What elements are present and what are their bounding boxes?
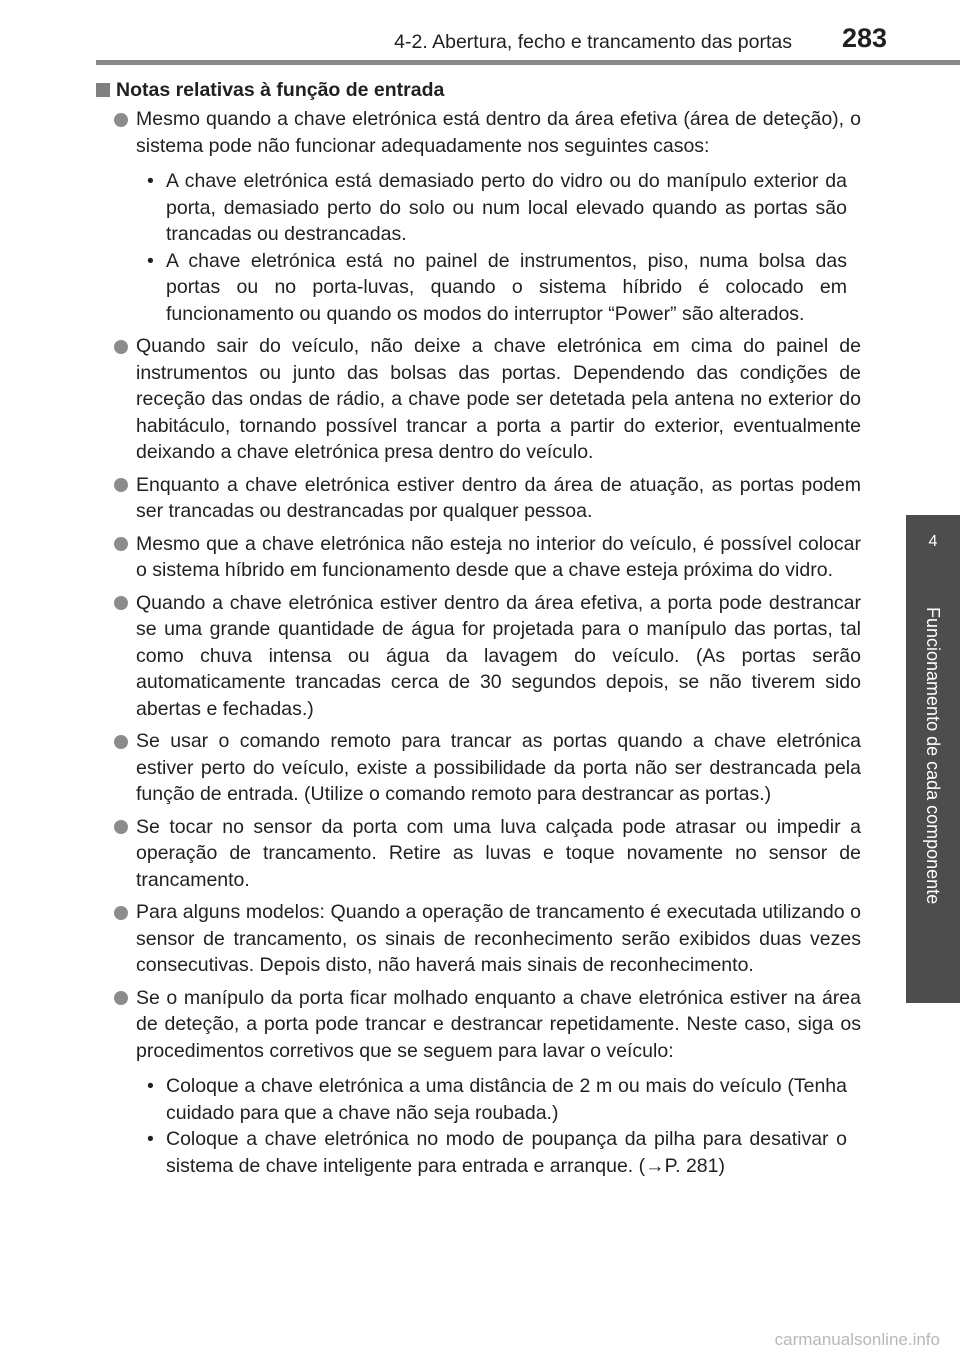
chapter-number: 4: [928, 533, 938, 550]
chapter-title: 4-2. Abertura, fecho e trancamento das portas: [394, 31, 792, 53]
sub-list: [136, 168, 861, 327]
note-item: [96, 531, 861, 584]
note-text: Enquanto a chave eletrónica estiver dentro da área de atuação, as portas podem ser trancadas ou destrancadas por qualquer pessoa.: [136, 473, 861, 522]
sub-item-text: A chave eletrónica está demasiado perto do vidro ou do manípulo exterior da porta, demasiado perto do solo ou num local elevado quando as portas são trancadas ou destrancadas.: [166, 170, 847, 245]
square-bullet-icon: [96, 83, 110, 97]
note-item: [96, 814, 861, 894]
dot-bullet-icon: •: [147, 249, 154, 272]
note-text: Se usar o comando remoto para trancar as portas quando a chave eletrónica estiver perto do veículo, existe a possibilidade da porta não ser destrancada pela função de entrada. (Utilize o comando remoto para destrancar as portas.): [136, 730, 861, 805]
circle-bullet-icon: [114, 735, 128, 749]
note-item: [96, 728, 861, 808]
dot-bullet-icon: •: [147, 170, 154, 192]
circle-bullet-icon: [114, 537, 128, 551]
header-rule: [96, 60, 960, 65]
sub-item: [136, 168, 861, 248]
note-item: [96, 333, 861, 466]
sub-item: [136, 248, 861, 328]
page-content: [96, 76, 861, 1185]
note-item: [96, 985, 861, 1180]
note-item: [96, 106, 861, 327]
note-text: Quando a chave eletrónica estiver dentro da área efetiva, a porta pode destrancar se uma grande quantidade de água for projetada para o manípulo das portas, tal como chuva intensa ou água da lavagem do veículo. (As portas serão automaticamente trancadas cerca de 30 segundos depois, se não tiverem sido abertas e fechadas.): [136, 591, 861, 720]
circle-bullet-icon: [114, 340, 128, 354]
note-text: Para alguns modelos: Quando a operação de trancamento é executada utilizando o sensor de trancamento, os sinais de reconhecimento serão exibidos duas vezes consecutivas. Depois disto, não haverá mais sinais de reconhecimento.: [136, 901, 861, 976]
sub-item-text: Coloque a chave eletrónica a uma distância de 2 m ou mais do veículo (Tenha cuidado para que a chave não seja roubada.): [166, 1075, 847, 1124]
circle-bullet-icon: [114, 820, 128, 834]
note-item: [96, 590, 861, 723]
circle-bullet-icon: [114, 991, 128, 1005]
sub-item: [136, 1073, 861, 1126]
note-text: Mesmo quando a chave eletrónica está dentro da área efetiva (área de deteção), o sistema pode não funcionar adequadamente nos seguintes casos:: [136, 108, 861, 157]
circle-bullet-icon: [114, 906, 128, 920]
section-heading: [96, 76, 861, 104]
chapter-label: Funcionamento de cada componente: [923, 607, 943, 905]
section-heading-text: Notas relativas à função de entrada: [116, 79, 445, 101]
sub-item-text: A chave eletrónica está no painel de instrumentos, piso, numa bolsa das portas ou no porta-luvas, quando o sistema híbrido é colocado em funcionamento ou quando os modos do interruptor “Power” são alterados.: [166, 249, 847, 325]
note-item: [96, 472, 861, 525]
watermark: carmanualsonline.info: [774, 1330, 940, 1349]
sub-item: [136, 1126, 861, 1179]
circle-bullet-icon: [114, 596, 128, 610]
circle-bullet-icon: [114, 113, 128, 127]
sub-list: [136, 1073, 861, 1179]
chapter-side-tab[interactable]: [906, 515, 960, 1003]
dot-bullet-icon: •: [147, 1075, 154, 1097]
note-item: [96, 899, 861, 979]
note-text: Mesmo que a chave eletrónica não esteja no interior do veículo, é possível colocar o sistema híbrido em funcionamento desde que a chave esteja próxima do vidro.: [136, 532, 861, 581]
circle-bullet-icon: [114, 478, 128, 492]
sub-item-text: Coloque a chave eletrónica no modo de poupança da pilha para desativar o sistema de chave inteligente para entrada e arranque. (→P. 281): [166, 1128, 847, 1177]
note-text: Quando sair do veículo, não deixe a chave eletrónica em cima do painel de instrumentos ou junto das bolsas das portas. Dependendo das condições de receção das ondas de rádio, a chave pode ser detetada pela antena no exterior do habitáculo, tornando possível trancar a porta a partir do exterior, eventualmente deixando a chave eletrónica presa dentro do veículo.: [136, 335, 861, 463]
dot-bullet-icon: •: [147, 1128, 154, 1150]
page-number: 283: [842, 23, 888, 53]
note-text: Se o manípulo da porta ficar molhado enquanto a chave eletrónica estiver na área de deteção, a porta pode trancar e destrancar repetidamente. Neste caso, siga os procedimentos corretivos que se seguem para lavar o veículo:: [136, 986, 861, 1062]
note-text: Se tocar no sensor da porta com uma luva calçada pode atrasar ou impedir a operação de trancamento. Retire as luvas e toque novamente no sensor de trancamento.: [136, 815, 861, 891]
